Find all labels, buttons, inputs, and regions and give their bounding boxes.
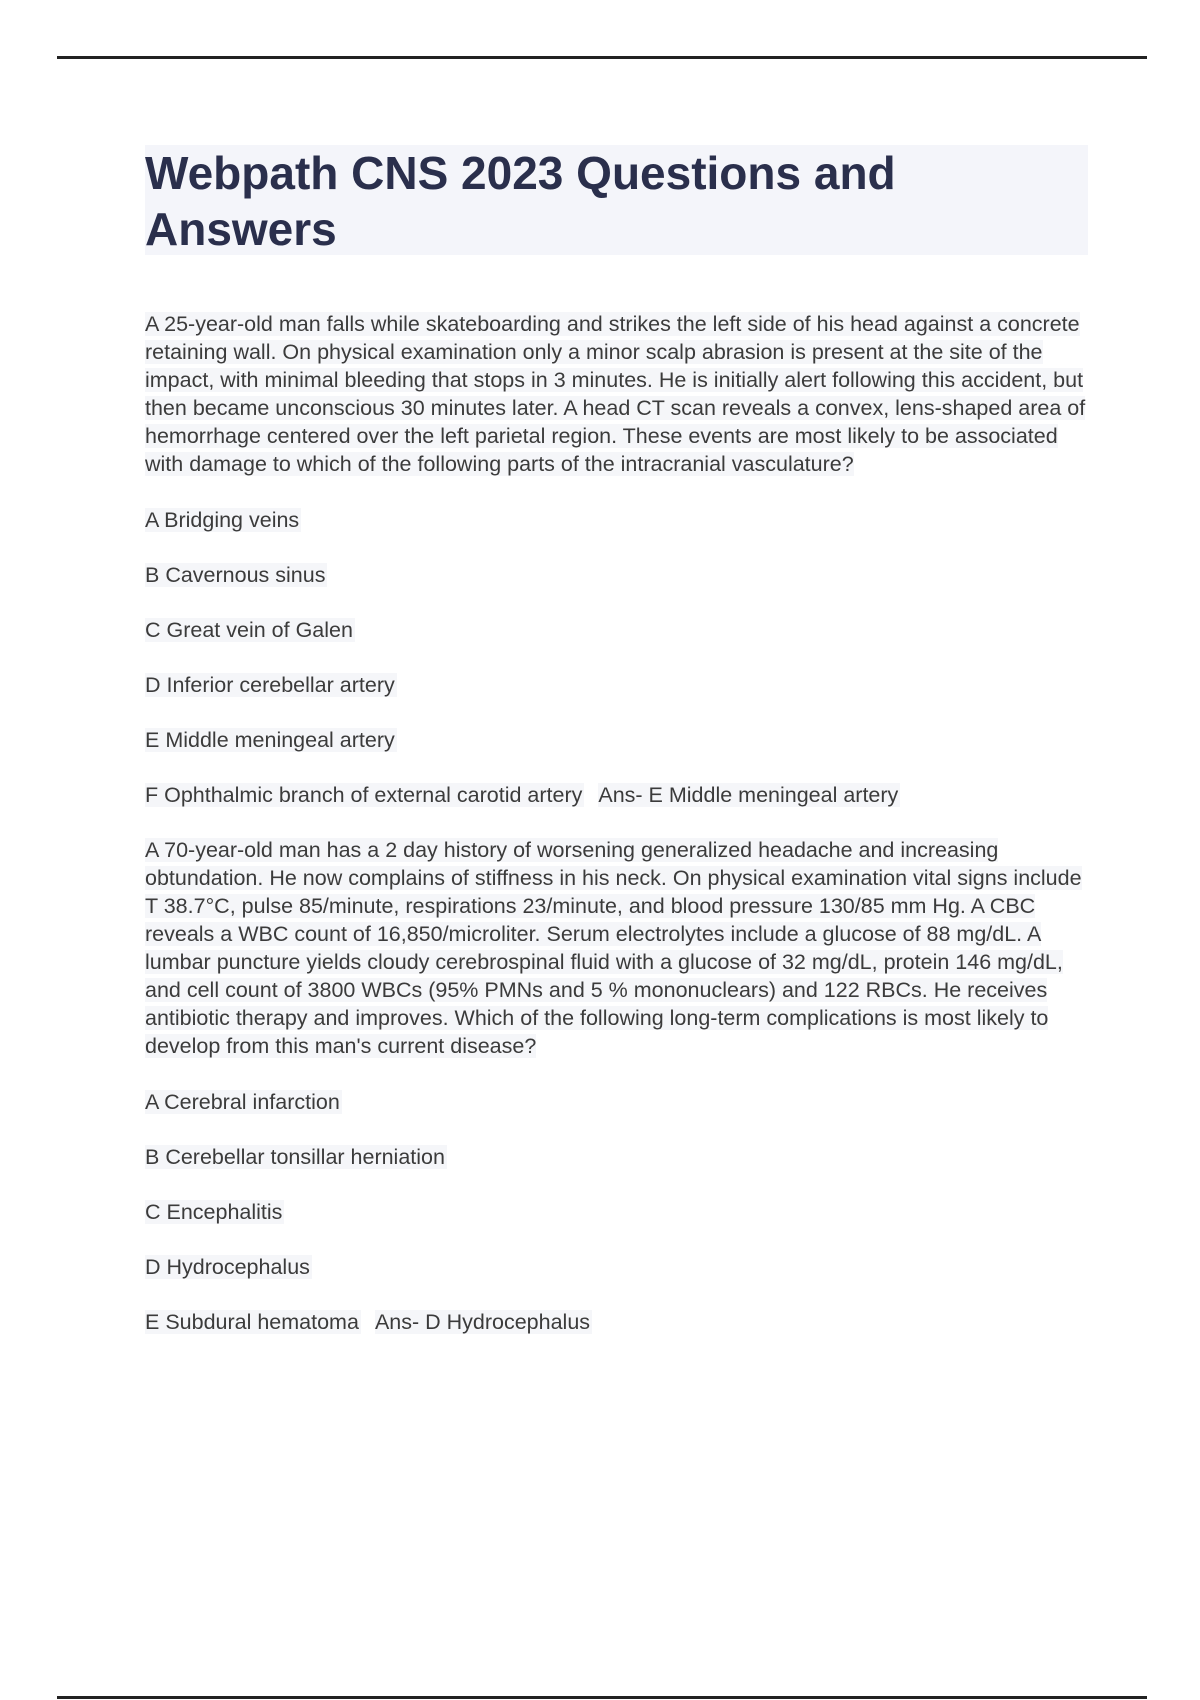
title-box (145, 145, 1088, 255)
answer-option-d: D Inferior cerebellar artery (145, 673, 395, 697)
page-bottom-rule (57, 1696, 1147, 1699)
answer-option-d: D Hydrocephalus (145, 1255, 310, 1279)
page-title: Webpath CNS 2023 Questions and Answers (145, 147, 896, 255)
answer-option-e: E Subdural hematoma Ans- D Hydrocephalus (145, 1310, 591, 1334)
answer-option-a: A Cerebral infarction (145, 1090, 340, 1114)
question-block-1 (145, 310, 1090, 809)
answer-option-b: B Cavernous sinus (145, 563, 326, 587)
answer-key: Ans- E Middle meningeal artery (598, 783, 899, 807)
answer-option-a: A Bridging veins (145, 508, 300, 532)
answer-key: Ans- D Hydrocephalus (374, 1310, 591, 1334)
answer-option-c: C Great vein of Galen (145, 618, 353, 642)
answer-option-b: B Cerebellar tonsillar herniation (145, 1145, 445, 1169)
answer-option-f: F Ophthalmic branch of external carotid artery Ans- E Middle meningeal artery (145, 783, 899, 807)
answer-option-c: C Encephalitis (145, 1200, 283, 1224)
page-top-rule (57, 56, 1147, 59)
document-body (145, 310, 1090, 1363)
question-stem: A 25-year-old man falls while skateboarding and strikes the left side of his head against a concrete retaining wall. On physical examination only a minor scalp abrasion is present at the site of the impact, with minimal bleeding that stops in 3 minutes. He is initially alert following this accident, but then became unconscious 30 minutes later. A head CT scan reveals a convex, lens-shaped area of hemorrhage centered over the left parietal region. These events are most likely to be associated with damage to which of the following parts of the intracranial vasculature? (145, 312, 1086, 476)
question-block-2 (145, 836, 1090, 1336)
answer-option-e: E Middle meningeal artery (145, 728, 395, 752)
question-stem: A 70-year-old man has a 2 day history of worsening generalized headache and increasing obtundation. He now complains of stiffness in his neck. On physical examination vital signs include T 38.7°C, pulse 85/minute, respirations 23/minute, and blood pressure 130/85 mm Hg. A CBC reveals a WBC count of 16,850/microliter. Serum electrolytes include a glucose of 88 mg/dL. A lumbar puncture yields cloudy cerebrospinal fluid with a glucose of 32 mg/dL, protein 146 mg/dL, and cell count of 3800 WBCs (95% PMNs and 5 % mononuclears) and 122 RBCs. He receives antibiotic therapy and improves. Which of the following long-term complications is most likely to develop from this man's current disease? (145, 838, 1082, 1058)
